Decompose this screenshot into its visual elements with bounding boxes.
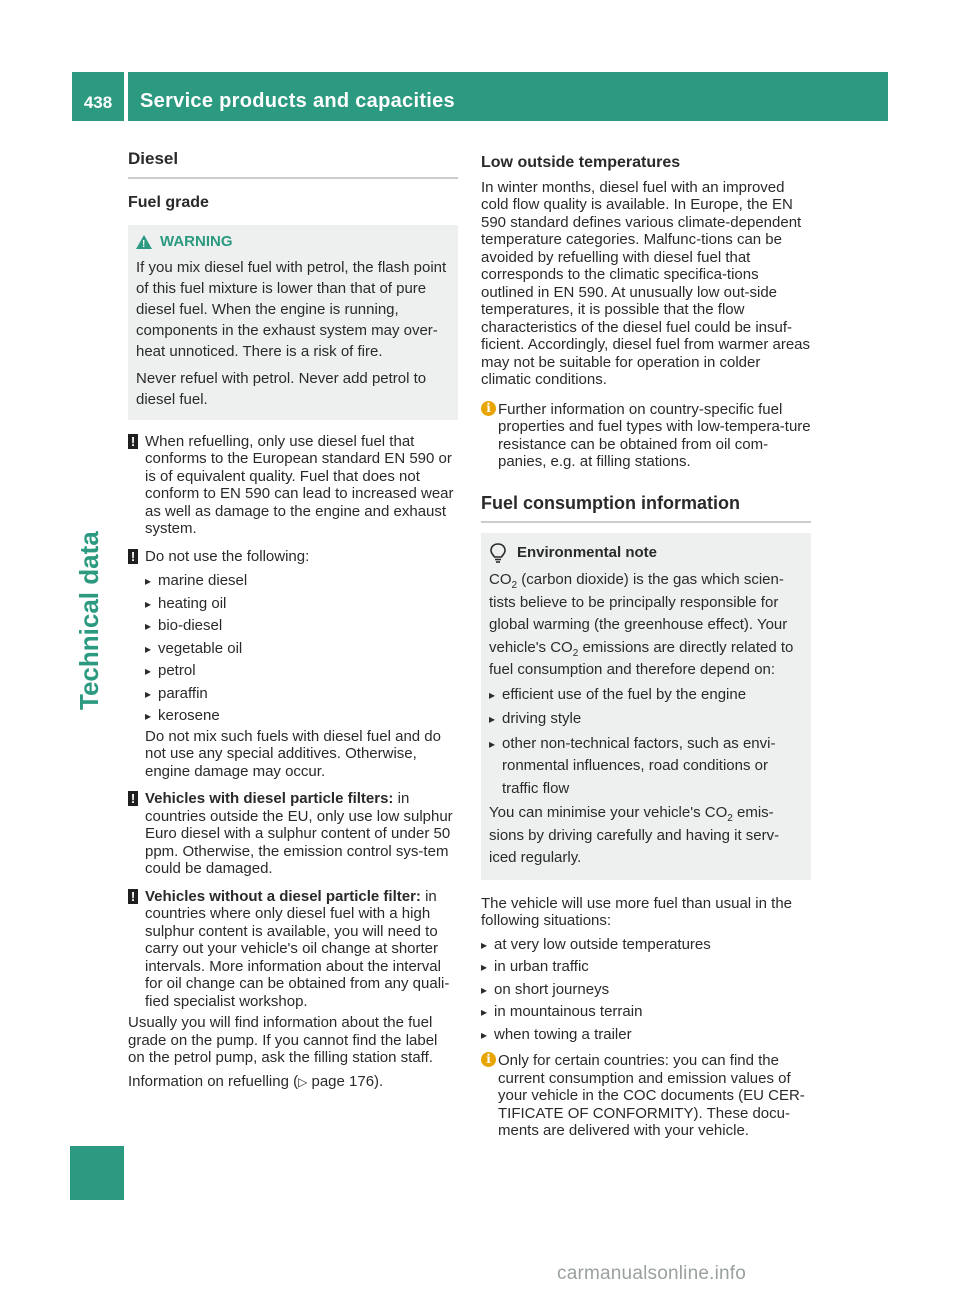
list-item: ▸ petrol	[145, 660, 458, 683]
list-item: ▸ driving style	[489, 708, 803, 731]
list-item: ▸ bio-diesel	[145, 615, 458, 638]
caution-outro: Do not mix such fuels with diesel fuel and do not use any special additives. Otherwise, engine damage may occur.	[145, 727, 441, 780]
text: CO	[489, 571, 512, 588]
section-heading-diesel: Diesel	[128, 150, 458, 179]
caution-note-fuels	[128, 548, 458, 781]
list-item: ▸ in urban traffic	[481, 956, 811, 979]
text: You can minimise your vehicle's CO	[489, 804, 728, 821]
env-note-title	[489, 543, 803, 563]
forbidden-fuels-list	[145, 570, 458, 728]
list-item: ▸ vegetable oil	[145, 638, 458, 661]
warning-triangle-icon	[136, 235, 152, 249]
warning-label: WARNING	[160, 233, 233, 250]
list-item: ▸ on short journeys	[481, 979, 811, 1002]
side-section-label-text: Technical data	[74, 531, 104, 710]
page-number-box	[72, 72, 124, 121]
page-arrow-icon: ▷	[298, 1074, 308, 1089]
subheading-fuel-grade: Fuel grade	[128, 193, 209, 211]
body-paragraph: Usually you will find information about the fuel grade on the pump. If you cannot find the label on the petrol pump, ask the filling station staff.	[128, 1014, 438, 1066]
warning-text: If you mix diesel fuel with petrol, the flash point of this fuel mixture is lower than that of pure diesel fuel. When the engine is running, components in the exhaust system may over-heat unnoticed. There is a risk of fire.	[136, 258, 447, 360]
subscript: 2	[572, 647, 579, 659]
caution-note-no-particle-filter	[128, 888, 458, 1011]
info-text: Further information on country-specific fuel properties and fuel types with low-tempera-ture resistance can be obtained from oil com-panies, e.g. at filling stations.	[498, 400, 811, 470]
info-text: Only for certain countries: you can find the current consumption and emission values of your vehicle in the COC documents (EU CER-TIFICATE OF CONFORMITY). These docu-ments are delivered with your vehicle.	[498, 1052, 805, 1139]
info-icon: i	[481, 1052, 496, 1067]
caution-text: When refuelling, only use diesel fuel that conforms to the European standard EN 590 or is of equivalent quality. Fuel that does not conform to EN 590 can lead to increased wear as well as damage to the engine and exhaust system.	[145, 432, 454, 537]
subscript: 2	[511, 580, 518, 591]
caution-bold: Vehicles with diesel particle filters:	[145, 790, 394, 807]
usage-situations-list	[481, 934, 811, 1047]
list-item: ▸ heating oil	[145, 593, 458, 616]
watermark: carmanualsonline.info	[557, 1263, 747, 1284]
list-item: ▸ when towing a trailer	[481, 1024, 811, 1047]
info-icon: i	[481, 401, 496, 416]
info-note-coc	[481, 1052, 811, 1140]
info-note-country-fuel	[481, 401, 811, 471]
caution-intro: Do not use the following:	[145, 547, 310, 565]
section-heading-fuel-consumption: Fuel consumption information	[481, 495, 811, 524]
list-item: ▸ efficient use of the fuel by the engine	[489, 684, 803, 707]
env-factors-list	[489, 684, 803, 801]
usage-intro: The vehicle will use more fuel than usual in the following situations:	[481, 894, 793, 929]
text: emissions are directly related to fuel consumption and therefore depend on:	[489, 638, 794, 678]
caution-note-particle-filter	[128, 790, 458, 878]
page-number: 438	[83, 93, 113, 112]
exclamation-icon: !	[128, 791, 138, 806]
refuelling-reference	[128, 1073, 458, 1092]
page-reference-link[interactable]: page 176).	[307, 1072, 384, 1090]
list-item: ▸ marine diesel	[145, 570, 458, 593]
env-note-label: Environmental note	[517, 544, 658, 562]
left-column	[128, 150, 458, 1091]
exclamation-icon: !	[128, 434, 138, 449]
warning-title	[136, 233, 450, 251]
right-column	[481, 150, 811, 1140]
env-note-paragraph	[489, 569, 803, 682]
caution-note-refuelling	[128, 433, 458, 538]
reference-text: Information on refuelling (	[128, 1072, 299, 1090]
side-tab-marker	[70, 1146, 124, 1200]
caution-text	[145, 790, 458, 878]
low-temp-text: In winter months, diesel fuel with an improved cold flow quality is available. In Europe, the EN 590 standard defines various climate-dependent temperature categories. Malfunc-tions can be avoided by refuelling with diesel fuel that corresponds to the climatic specifica-tions outlined in EN 590. At unusually low out-side temperatures, it is possible that the flow characteristics of the diesel fuel could be insuf-ficient. Accordingly, diesel fuel from warmer areas may not be suitable for operation in colder climatic conditions.	[481, 178, 811, 388]
subheading-low-temperatures: Low outside temperatures	[481, 154, 681, 171]
caution-text	[145, 888, 458, 1011]
lightbulb-icon	[489, 543, 507, 563]
warning-box	[128, 225, 458, 420]
exclamation-icon: !	[128, 549, 138, 564]
warning-instruction: Never refuel with petrol. Never add petrol to diesel fuel.	[136, 369, 427, 408]
list-item: ▸ in mountainous terrain	[481, 1001, 811, 1024]
list-item: ▸ kerosene	[145, 705, 458, 728]
caution-body: in countries where only diesel fuel with a high sulphur content is available, you will need to carry out your vehicle's oil change at shorter intervals. More information about the interval for oil change can be obtained from any quali-fied specialist workshop.	[145, 887, 450, 1010]
caution-bold: Vehicles without a diesel particle filter:	[145, 887, 421, 905]
list-item: ▸ paraffin	[145, 683, 458, 706]
text: (carbon dioxide) is the gas which scien-tists believe to be principally responsible for global warming (the greenhouse effect). Your vehicle's CO	[489, 571, 788, 656]
page-title: Service products and capacities	[140, 90, 455, 112]
environmental-note-box	[481, 533, 811, 880]
env-note-paragraph	[489, 802, 803, 870]
list-item: ▸ other non-technical factors, such as envi-ronmental influences, road conditions or traffic flow	[489, 733, 803, 801]
text: emis-sions by driving carefully and having it serv-iced regularly.	[489, 804, 780, 866]
subscript: 2	[727, 813, 733, 824]
caution-body: in countries outside the EU, only use low sulphur Euro diesel with a sulphur content of under 50 ppm. Otherwise, the emission control sys-tem could be damaged.	[145, 790, 453, 877]
list-item: ▸ at very low outside temperatures	[481, 934, 811, 957]
exclamation-icon: !	[128, 889, 138, 904]
header-bar	[128, 72, 888, 121]
